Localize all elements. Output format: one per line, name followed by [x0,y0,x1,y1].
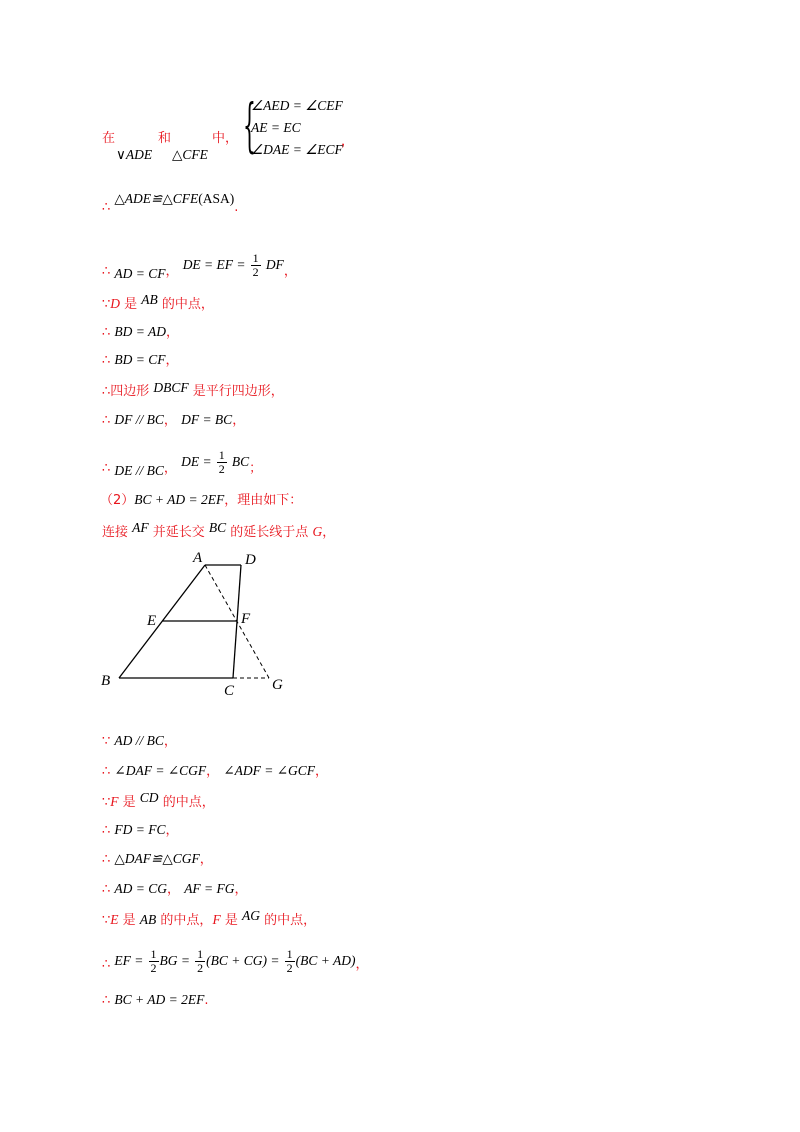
part-2-heading: （2）BC + AD = 2EF，理由如下： [100,492,303,508]
ad-parallel-bc-line: ∵ AD // BC， [102,733,177,749]
congruence-daf-cgf-line: ∴ △DAF≌△CGF， [102,851,213,867]
bd-equals-ad-line: ∴ BD = AD， [102,324,180,340]
de-parallel-bc-line: ∴ DE // BC， DE = $\frac{1}{2}$ BC； [102,448,263,478]
fraction-half: $\frac{1}{2}$ [286,947,293,975]
label-d: D [245,552,256,568]
system-brace: { [243,91,256,159]
text-zhong: 中， [212,131,239,146]
ad-equals-cf-line: ∴ AD = CF， DE = EF = $\frac{1}{2}$ DF， [102,251,297,281]
system-eq-1: ∠AED = ∠CEF [251,98,343,113]
f-midpoint-line: ∵F 是 CD 的中点， [102,790,215,810]
text-line-in-triangles: 在 [102,131,116,146]
ef-half-bg-line: ∴ EF = $\frac{1}{2}$ BG = $\frac{1}{2}$ (BC + CG) = $\frac{1}{2}$ (BC + AD)， [102,947,369,975]
trapezoid-figure [95,548,305,703]
label-f: F [241,611,251,627]
bd-equals-cf-line: ∴ BD = CF， [102,352,179,368]
label-a: A [193,550,203,566]
fraction-half: $\frac{1}{2}$ [252,251,259,279]
ad-equals-cg-line: ∴ AD = CG， AF = FG， [102,881,248,897]
congruence-line: ∴ △ADE≌△CFE(ASA). [102,191,239,215]
df-parallel-bc-line: ∴ DF // BC， DF = BC， [102,412,246,428]
fraction-half: $\frac{1}{2}$ [218,448,225,476]
text-and: 和 [158,131,172,146]
angle-equality-line: ∴ ∠DAF = ∠CGF， ∠ADF = ∠GCF， [102,763,329,779]
fraction-half: $\frac{1}{2}$ [197,947,204,975]
label-g: G [272,677,283,693]
fraction-half: $\frac{1}{2}$ [150,947,157,975]
conclusion-line: ∴ BC + AD = 2EF. [102,992,209,1008]
midpoints-line: ∵E 是 AB 的中点，F 是 AG 的中点， [102,908,317,928]
label-c: C [224,683,235,699]
construction-line: 连接 AF 并延长交 BC 的延长线于点 G， [102,520,336,540]
label-e: E [147,613,157,629]
triangle-cfe-label: △CFE [172,147,208,162]
d-midpoint-line: ∵D 是 AB 的中点， [102,292,214,312]
system-eq-3: ∠DAE = ∠ECF [251,142,343,157]
system-comma: ， [341,134,355,149]
fd-equals-fc-line: ∴ FD = FC， [102,822,179,838]
system-eq-2: AE = EC [251,120,301,135]
triangle-ade-label: ∨ADE [116,147,153,162]
parallelogram-line: ∴四边形 DBCF 是平行四边形， [102,380,284,399]
equation-system [243,91,373,160]
label-b: B [101,673,111,689]
